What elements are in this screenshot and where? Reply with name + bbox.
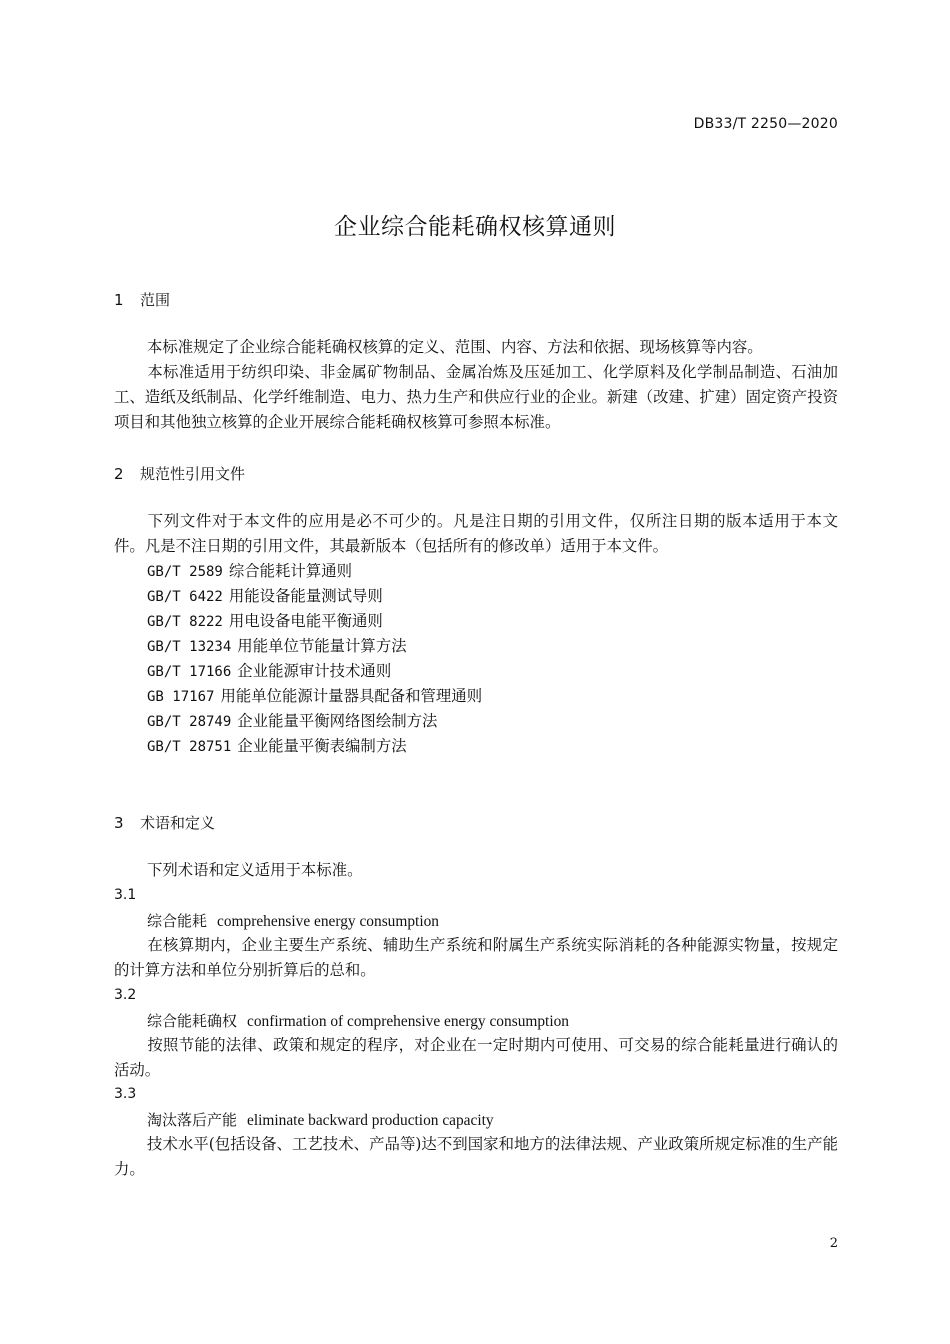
section-2-heading (114, 463, 245, 484)
term-definition: 在核算期内，企业主要生产系统、辅助生产系统和附属生产系统实际消耗的各种能源实物量，按规定的计算方法和单位分别折算后的总和。 (114, 936, 838, 979)
term-chinese: 淘汰落后产能 (147, 1111, 238, 1129)
section-title: 规范性引用文件 (140, 465, 246, 483)
reference-code: GB/T 13234 (147, 639, 232, 655)
reference-code: GB/T 6422 (147, 589, 223, 605)
reference-title: 企业能源审计技术通则 (237, 662, 392, 680)
section-number: 2 (114, 465, 124, 483)
reference-item (147, 684, 482, 709)
term-english: eliminate backward production capacity (247, 1112, 494, 1129)
reference-item (147, 659, 482, 684)
reference-item (147, 734, 482, 759)
document-title: 企业综合能耗确权核算通则 (334, 214, 616, 240)
section-title: 范围 (140, 291, 171, 309)
terms-intro: 下列术语和定义适用于本标准。 (147, 861, 363, 879)
scope-paragraph-2: 本标准适用于纺织印染、非金属矿物制品、金属冶炼及压延加工、化学原料及化学制品制造、石油加工、造纸及纸制品、化学纤维制造、电力、热力生产和供应行业的企业。新建（改建、扩建）固定资产投资项目和其他独立核算的企业开展综合能耗确权核算可参照本标准。 (114, 363, 838, 431)
reference-title: 用能设备能量测试导则 (228, 587, 383, 605)
reference-title: 综合能耗计算通则 (228, 562, 352, 580)
term-heading (147, 910, 439, 931)
section-1-heading (114, 289, 170, 310)
section-title: 术语和定义 (140, 814, 216, 832)
reference-code: GB/T 28751 (147, 739, 232, 755)
term-english: comprehensive energy consumption (217, 913, 439, 930)
reference-item (147, 709, 482, 734)
section-number: 3 (114, 814, 124, 832)
reference-item (147, 634, 482, 659)
reference-title: 用电设备电能平衡通则 (228, 612, 383, 630)
reference-code: GB/T 28749 (147, 714, 232, 730)
term-number: 3.3 (114, 1086, 137, 1102)
reference-item (147, 584, 482, 609)
reference-title: 企业能量平衡表编制方法 (237, 737, 407, 755)
references-intro: 下列文件对于本文件的应用是必不可少的。凡是注日期的引用文件，仅所注日期的版本适用于本文件。凡是不注日期的引用文件，其最新版本（包括所有的修改单）适用于本文件。 (114, 512, 838, 555)
term-heading (147, 1109, 494, 1130)
term-heading (147, 1010, 569, 1031)
reference-code: GB 17167 (147, 689, 215, 705)
reference-title: 用能单位节能量计算方法 (237, 637, 407, 655)
section-3-heading (114, 812, 215, 833)
reference-code: GB/T 17166 (147, 664, 232, 680)
reference-title: 用能单位能源计量器具配备和管理通则 (220, 687, 483, 705)
reference-code: GB/T 8222 (147, 614, 223, 630)
page-number: 2 (829, 1236, 838, 1251)
standard-code: DB33/T 2250—2020 (693, 116, 838, 132)
term-definition: 技术水平(包括设备、工艺技术、产品等)达不到国家和地方的法律法规、产业政策所规定标准的生产能力。 (114, 1135, 838, 1178)
term-english: confirmation of comprehensive energy consumption (247, 1013, 569, 1030)
reference-list (147, 559, 482, 759)
term-chinese: 综合能耗确权 (147, 1012, 238, 1030)
term-chinese: 综合能耗 (147, 912, 208, 930)
term-number: 3.2 (114, 987, 137, 1003)
scope-paragraph-1: 本标准规定了企业综合能耗确权核算的定义、范围、内容、方法和依据、现场核算等内容。 (147, 338, 763, 356)
reference-title: 企业能量平衡网络图绘制方法 (237, 712, 438, 730)
reference-item (147, 559, 482, 584)
term-definition: 按照节能的法律、政策和规定的程序，对企业在一定时期内可使用、可交易的综合能耗量进行确认的活动。 (114, 1036, 838, 1079)
reference-code: GB/T 2589 (147, 564, 223, 580)
reference-item (147, 609, 482, 634)
section-number: 1 (114, 291, 124, 309)
term-number: 3.1 (114, 887, 137, 903)
